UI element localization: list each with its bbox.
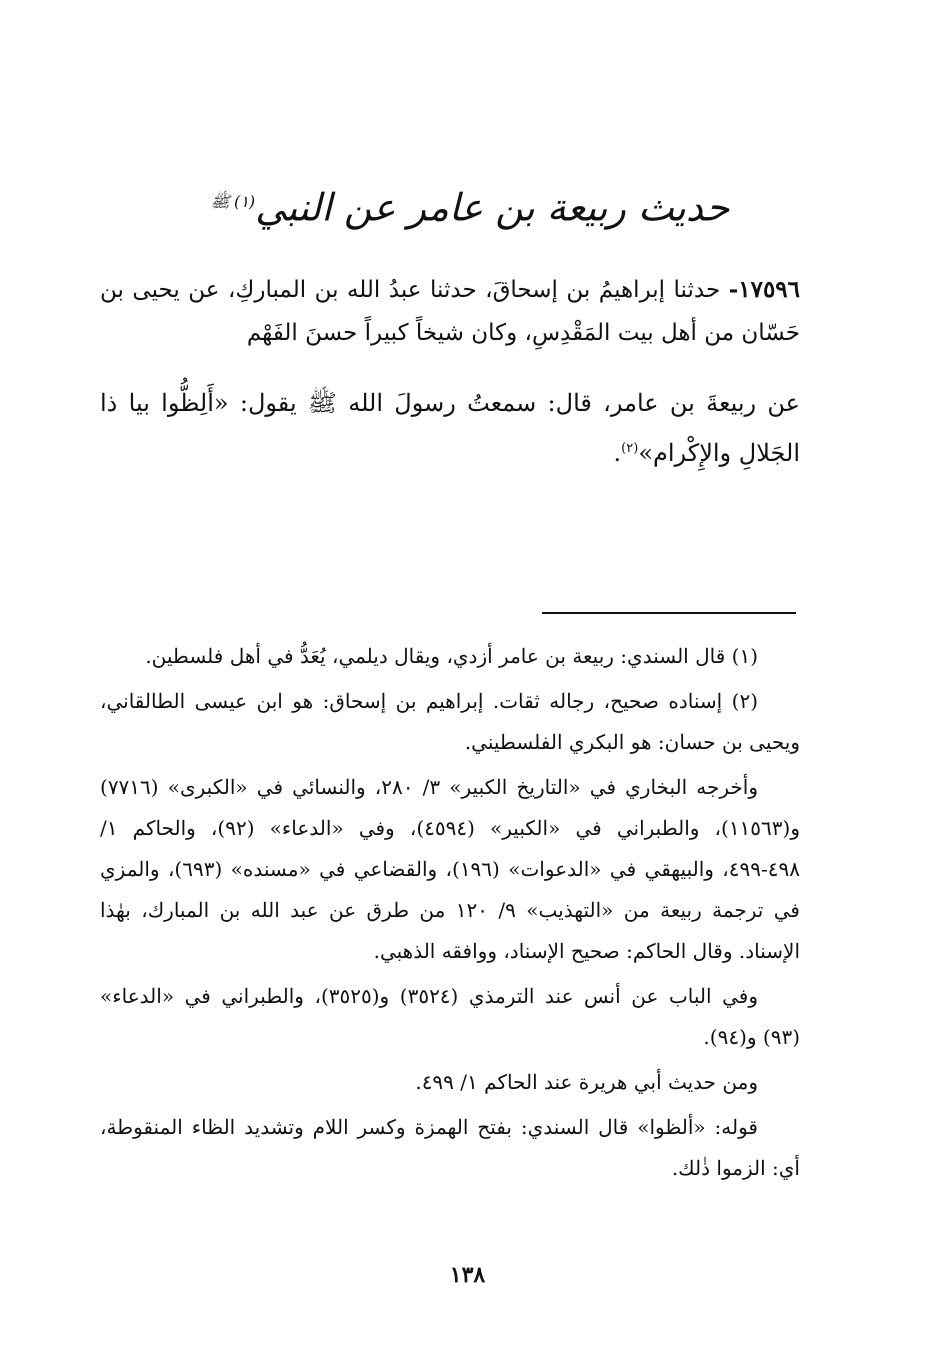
footnote-divider: [542, 612, 796, 614]
footnote-2: (٢) إسناده صحيح، رجاله ثقات. إبراهيم بن إسحاق: هو ابن عيسى الطالقاني، ويحيى بن حسان: هو البكري الفلسطيني.: [100, 689, 800, 754]
hadith-isnad-paragraph: [100, 268, 800, 355]
chapter-title-text: حديث ربيعة بن عامر عن النبي: [255, 185, 730, 230]
hadith-matn-text: عن ربيعةَ بن عامر، قال: سمعتُ رسولَ الله ﷺ يقول: «أَلِظُّوا بيا ذا الجَلالِ والإِكْرام»: [100, 389, 800, 467]
footnote-2-abu-hurayra: ومن حديث أبي هريرة عند الحاكم ١/ ٤٩٩.: [415, 1070, 758, 1094]
chapter-title: [180, 172, 760, 238]
hadith-number: ١٧٥٩٦-: [728, 276, 801, 303]
hadith-end-mark: .: [613, 439, 622, 467]
hadith-matn-paragraph: [100, 380, 800, 476]
footnote-2-gloss: قوله: «ألظوا» قال السندي: بفتح الهمزة وكسر اللام وتشديد الظاء المنقوطة، أي: الزموا ذٰلك.: [100, 1115, 800, 1180]
footnote-2-takhrij: وأخرجه البخاري في «التاريخ الكبير» ٣/ ٢٨٠، والنسائي في «الكبرى» (٧٧١٦) و(١١٥٦٣)، والطبراني في «الكبير» (٤٥٩٤)، وفي «الدعاء» (٩٢)، والحاكم ١/ ٤٩٨-٤٩٩، والبيهقي في «الدعوات» (١٩٦)، والقضاعي في «مسنده» (٦٩٣)، والمزي في ترجمة ربيعة من «التهذيب» ٩/ ١٢٠ من طرق عن عبد الله بن المبارك، بهٰذا الإسناد. وقال الحاكم: صحيح الإسناد، ووافقه الذهبي.: [100, 775, 800, 963]
hadith-footnote-ref: (٢): [621, 441, 639, 456]
footnote-2-chapter: وفي الباب عن أنس عند الترمذي (٣٥٢٤) و(٣٥٢٥)، والطبراني في «الدعاء» (٩٣) و(٩٤).: [100, 984, 800, 1049]
footnotes: [100, 636, 800, 1193]
page-number: ١٣٨: [449, 1262, 486, 1288]
footnote-1: (١) قال السندي: ربيعة بن عامر أزدي، ويقال ديلمي، يُعَدُّ في أهل فلسطين.: [145, 644, 758, 668]
chapter-title-footnote-ref: (١): [233, 192, 256, 211]
honorific-symbol: ﷺ: [210, 192, 230, 211]
hadith-isnad-text: حدثنا إبراهيمُ بن إسحاقَ، حدثنا عبدُ الله بن المباركِ، عن يحيى بن حَسّان من أهل بيت المَقْدِسِ، وكان شيخاً كبيراً حسنَ الفَهْم: [100, 277, 800, 346]
